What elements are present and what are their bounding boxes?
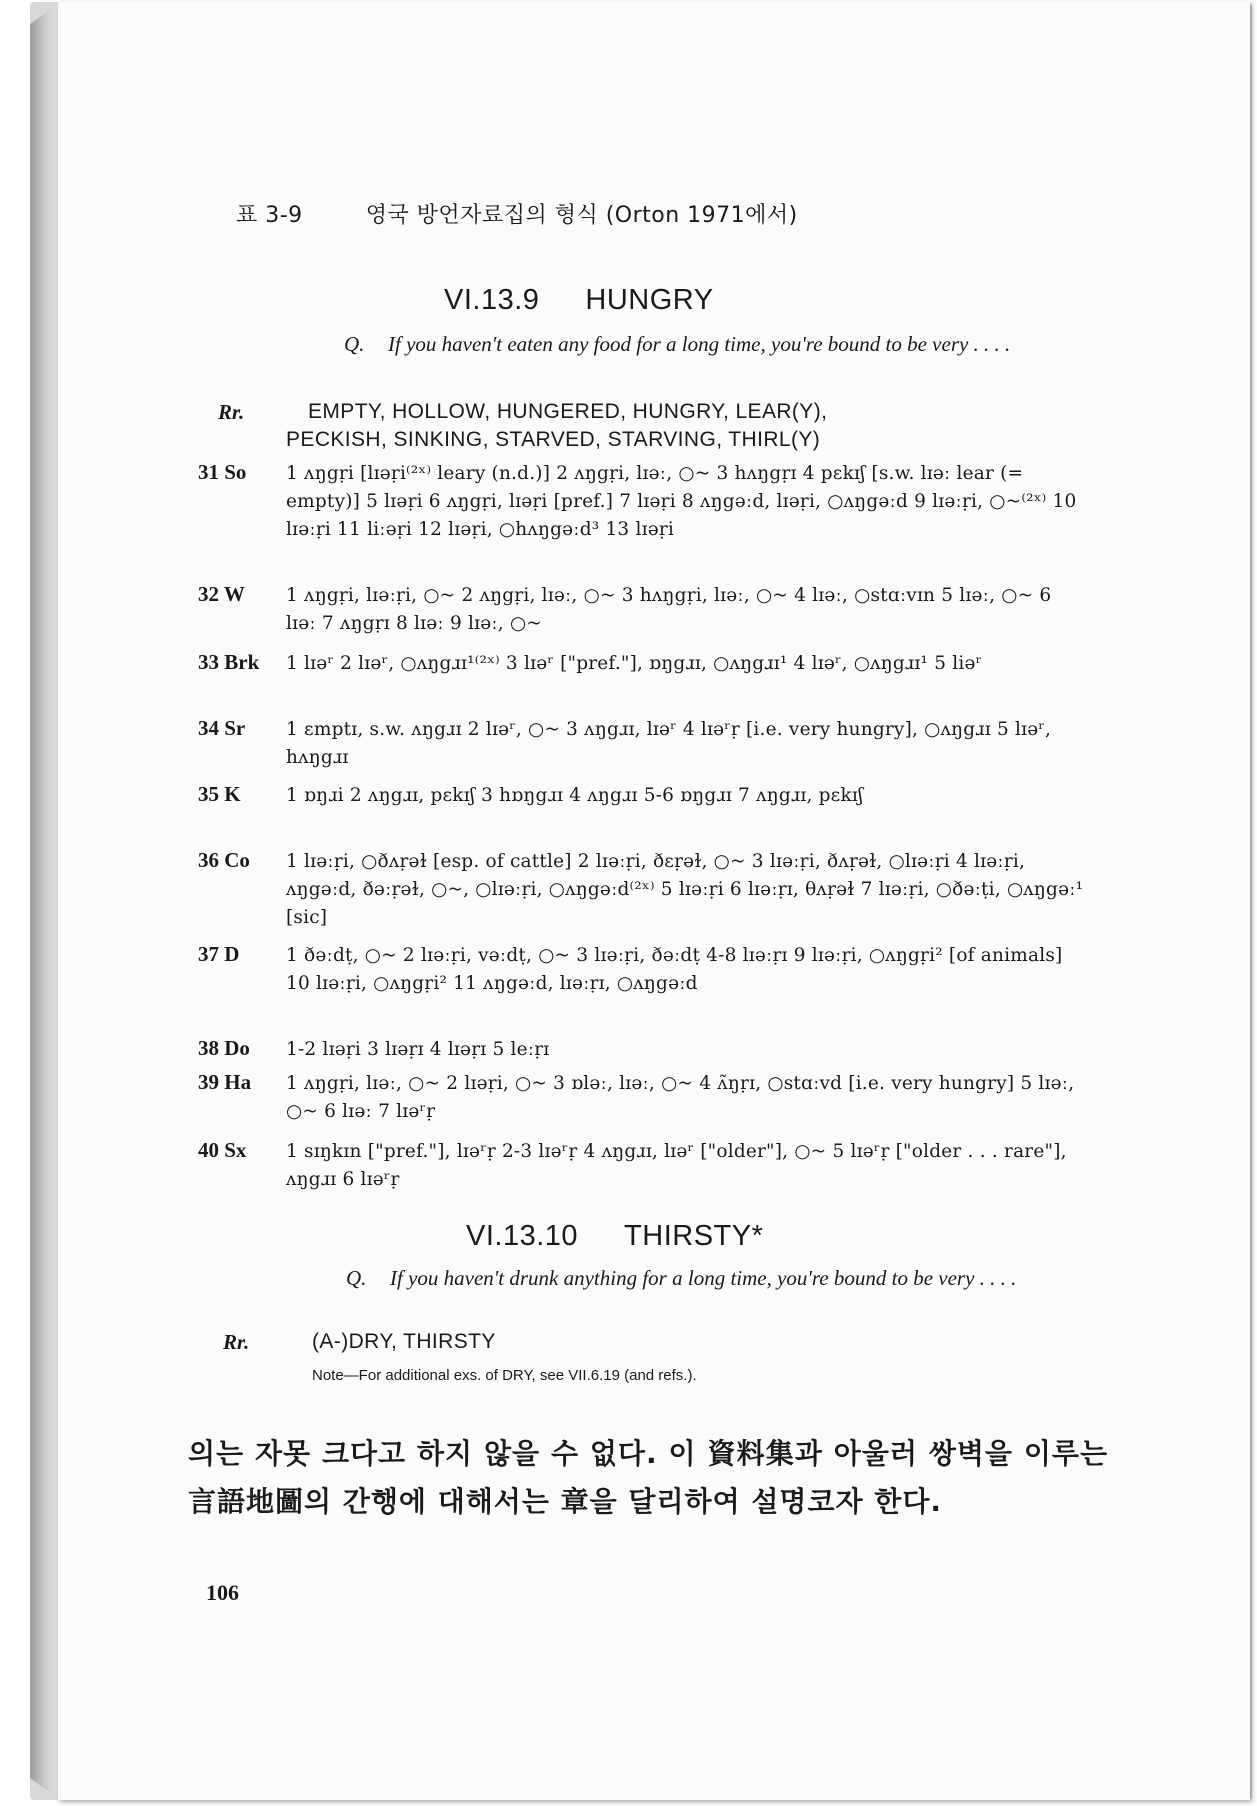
entry-32-w [198,582,1118,642]
responses-label: Rr. [223,1330,250,1354]
section-code: VI.13.10 [466,1220,579,1252]
section-title: THIRSTY* [624,1220,764,1252]
entry-text: 1-2 lɪəṛi 3 lɪəṛɪ 4 lɪəṛɪ 5 leːṛɪ [286,1039,550,1060]
entry-text: 1 ɛmptɪ, s.w. ʌŋgɹɪ 2 lɪəʳ, ○~ 3 ʌŋgɹɪ, lɪəʳ 4 lɪəʳṛ [i.e. very hungry], ○ʌŋgɹɪ 5 lɪəʳ, hʌŋgɹɪ [286,719,1052,768]
responses-thirsty: (A-)DRY, THIRSTY [312,1330,496,1353]
entry-code: 35 K [198,782,241,806]
note: Note—For additional exs. of DRY, see VII.6.19 (and refs.). [312,1367,697,1384]
entry-39-ha [198,1070,1118,1130]
book-spine [30,2,60,1800]
question-thirsty [346,1263,1106,1327]
question-text: If you haven't eaten any food for a long time, you're bound to be very . . . . [388,332,1011,356]
entry-35-k [198,782,1118,842]
entry-33-brk [198,650,1118,710]
entry-31-so [198,460,1118,572]
entry-34-sr [198,716,1118,776]
entry-text: 1 ʌŋgṛi [lɪəṛi⁽²ˣ⁾ leary (n.d.)] 2 ʌŋgṛi, lɪəː, ○~ 3 hʌŋgṛɪ 4 pɛkɪʃ [s.w. lɪəː lear (= empty)] 5 lɪəṛi 6 ʌŋgṛi, lɪəṛi [pref.] 7 lɪəṛi 8 ʌŋgəːd, lɪəṛi, ○ʌŋgəːd 9 lɪəːṛi, ○~⁽²ˣ⁾ 10 lɪəːṛi 11 liːəṛi 12 lɪəṛi, ○hʌŋgəːd³ 13 lɪəṛi [286,463,1077,540]
entry-code: 38 Do [198,1036,250,1060]
entry-text: 1 lɪəʳ 2 lɪəʳ, ○ʌŋgɹɪ¹⁽²ˣ⁾ 3 lɪəʳ ["pref."], ɒŋgɹɪ, ○ʌŋgɹɪ¹ 4 lɪəʳ, ○ʌŋgɹɪ¹ 5 liəʳ [286,653,983,674]
question-hungry [344,329,1104,393]
body-paragraph: 의는 자못 크다고 하지 않을 수 없다. 이 資料集과 아울러 쌍벽을 이루는 言語地圖의 간행에 대해서는 章을 달리하여 설명코자 한다. [188,1437,1108,1518]
table-label: 표 3-9 [236,203,303,228]
question-label: Q. [346,1266,367,1290]
question-text: If you haven't drunk anything for a long time, you're bound to be very . . . . [390,1266,1017,1290]
entry-37-d [198,942,1118,1026]
entry-code: 33 Brk [198,650,260,674]
entry-text: 1 ʌŋgṛi, lɪəː, ○~ 2 lɪəṛi, ○~ 3 ɒləː, lɪəː, ○~ 4 ʌ̃ŋṛɪ, ○stɑːvd [i.e. very hungry] 5 lɪəː, ○~ 6 lɪəː 7 lɪəʳṛ [286,1073,1075,1122]
entry-code: 32 W [198,582,245,606]
entry-text: 1 sɪŋkɪn ["pref."], lɪəʳṛ 2-3 lɪəʳṛ 4 ʌŋgɹɪ, lɪəʳ ["older"], ○~ 5 lɪəʳṛ ["older . . . rare"], ʌŋgɹɪ 6 lɪəʳṛ [286,1141,1067,1190]
responses-line-1: EMPTY, HOLLOW, HUNGERED, HUNGRY, LEAR(Y), [308,400,828,423]
entry-40-sx [198,1138,1118,1198]
responses-line-2: PECKISH, SINKING, STARVED, STARVING, THIRL(Y) [286,428,821,451]
entry-text: 1 ɒŋɹi 2 ʌŋgɹɪ, pɛkɪʃ 3 hɒŋgɹɪ 4 ʌŋgɹɪ 5-6 ɒŋgɹɪ 7 ʌŋgɹɪ, pɛkɪʃ [286,785,864,806]
entry-text: 1 ðəːdṭ, ○~ 2 lɪəːṛi, vəːdṭ, ○~ 3 lɪəːṛi, ðəːdṭ 4-8 lɪəːṛɪ 9 lɪəːṛi, ○ʌŋgṛi² [of animals] 10 lɪəːṛi, ○ʌŋgṛi² 11 ʌŋgəːd, lɪəːṛɪ, ○ʌŋgəːd [286,945,1063,994]
entry-text: 1 ʌŋgṛi, lɪəːṛi, ○~ 2 ʌŋgṛi, lɪəː, ○~ 3 hʌŋgṛi, lɪəː, ○~ 4 lɪəː, ○stɑːvɪn 5 lɪəː, ○~ 6 lɪəː 7 ʌŋgṛɪ 8 lɪəː 9 lɪəː, ○~ [286,585,1052,634]
entry-code: 31 So [198,460,247,484]
entry-code: 40 Sx [198,1138,247,1162]
entry-38-do [198,1036,1118,1066]
entry-code: 36 Co [198,848,250,872]
section-heading-thirsty [466,1220,763,1253]
table-caption [236,198,798,229]
entry-code: 34 Sr [198,716,246,740]
entry-code: 37 D [198,942,240,966]
entry-code: 39 Ha [198,1070,252,1094]
book-page [58,2,1250,1800]
responses-label: Rr. [218,400,245,424]
question-label: Q. [344,332,365,356]
table-title: 영국 방언자료집의 형식 (Orton 1971에서) [365,203,798,228]
page-number: 106 [206,1580,239,1605]
entry-text: 1 lɪəːṛi, ○ðʌṛəɫ [esp. of cattle] 2 lɪəːṛi, ðɛṛəɫ, ○~ 3 lɪəːṛi, ðʌṛəɫ, ○lɪəːṛi 4 lɪəːṛi, ʌŋgəːd, ðəːṛəɫ, ○~, ○lɪəːṛi, ○ʌŋgəːd⁽²ˣ⁾ 5 lɪəːṛi 6 lɪəːṛɪ, θʌṛəɫ 7 lɪəːṛi, ○ðəːṭi, ○ʌŋgəː¹ [sic] [286,851,1084,928]
section-heading-hungry [444,284,714,317]
section-code: VI.13.9 [444,284,540,316]
entry-36-co [198,848,1118,932]
section-title: HUNGRY [585,284,714,316]
